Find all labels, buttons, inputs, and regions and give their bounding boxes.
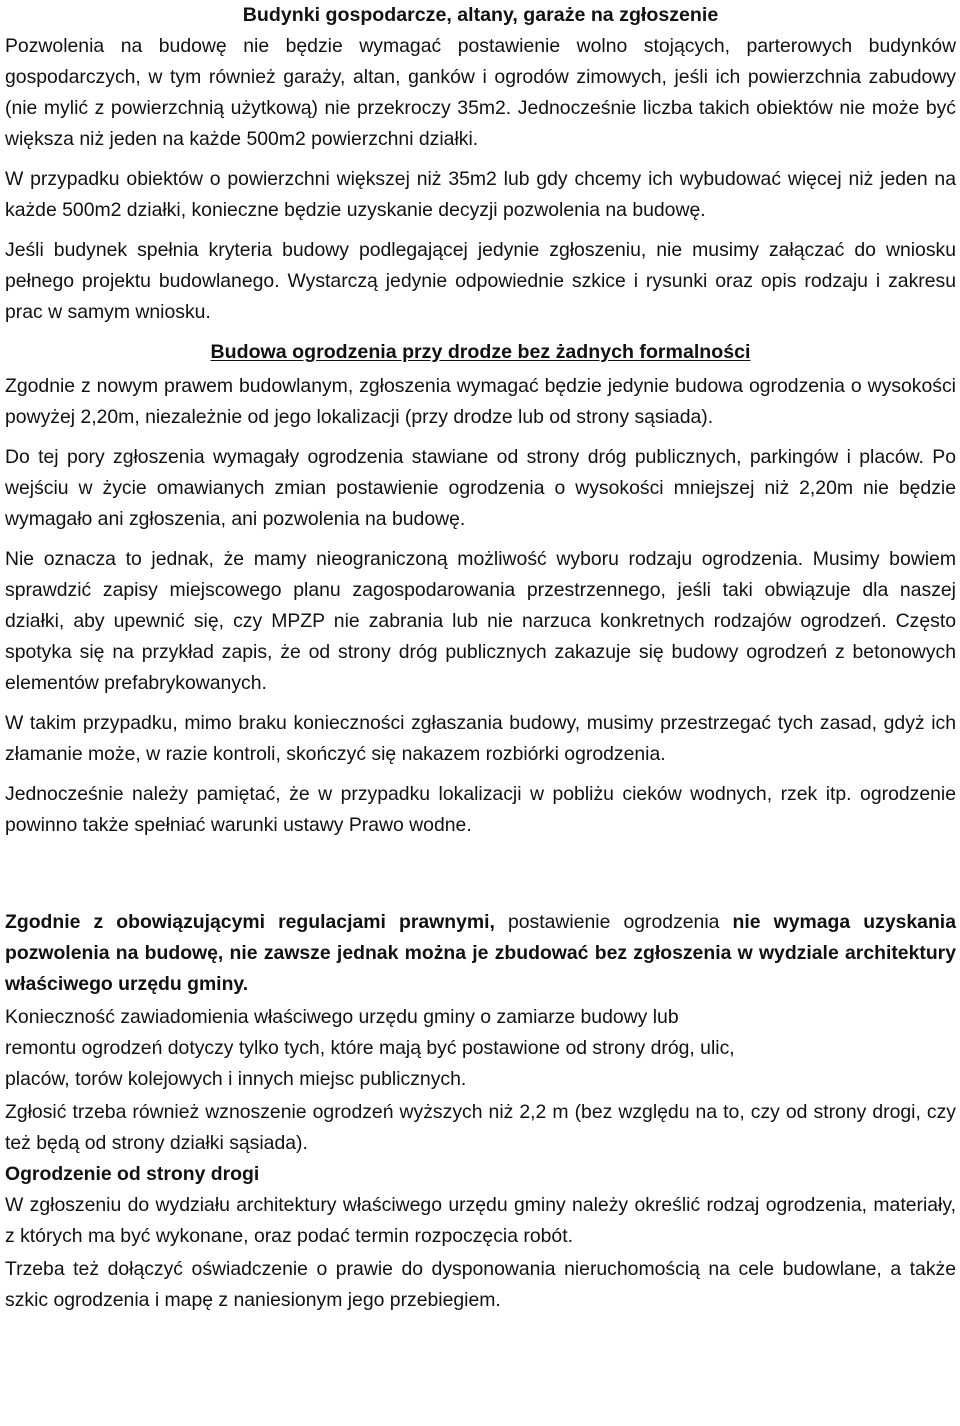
paragraph-fence-water: Jednocześnie należy pamiętać, że w przypadku lokalizacji w pobliżu cieków wodnych, rzek itp. ogrodzenie powinno także spełniać warunki ustawy Prawo wodne. (5, 783, 956, 836)
paragraph-notification (5, 1002, 956, 1095)
paragraph-outbuildings-larger: W przypadku obiektów o powierzchni większej niż 35m2 lub gdy chcemy ich wybudować więcej niż jeden na każde 500m2 działki, konieczne będzie uzyskanie decyzji pozwolenia na budowę. (5, 168, 956, 221)
paragraph-fence-rules: W takim przypadku, mimo braku konieczności zgłaszania budowy, musimy przestrzegać tych zasad, gdyż ich złamanie może, w razie kontroli, skończyć się nakazem rozbiórki ogrodzenia. (5, 712, 956, 765)
paragraph-fence-new-law: Zgodnie z nowym prawem budowlanym, zgłoszenia wymagać będzie jedynie budowa ogrodzenia o wysokości powyżej 2,20m, niezależnie od jego lokalizacji (przy drodze lub od strony sąsiada). (5, 375, 956, 428)
paragraph-road-fence-attachments: Trzeba też dołączyć oświadczenie o prawie do dysponowania nieruchomością na cele budowlane, a także szkic ogrodzenia i mapę z naniesionym jego przebiegiem. (5, 1258, 956, 1311)
paragraph-road-fence-notification: W zgłoszeniu do wydziału architektury właściwego urzędu gminy należy określić rodzaj ogrodzenia, materiały, z których ma być wykonane, oraz podać termin rozpoczęcia robót. (5, 1194, 956, 1247)
paragraph-fence-until-now: Do tej pory zgłoszenia wymagały ogrodzenia stawiane od strony dróg publicznych, parkingów i placów. Po wejściu w życie omawianych zmian postawienie ogrodzenia o wysokości mniejszej niż 2,20m nie będzie wymagało ani zgłoszenia, ani pozwolenia na budowę. (5, 446, 956, 530)
regulations-lead-normal: postawienie ogrodzenia (494, 911, 733, 933)
paragraph-fence-mpzp: Nie oznacza to jednak, że mamy nieograniczoną możliwość wyboru rodzaju ogrodzenia. Musimy bowiem sprawdzić zapisy miejscowego planu zagospodarowania przestrzennego, jeśli taki obwiązuje dla naszej działki, aby upewnić się, czy MPZP nie zabrania lub nie narzuca konkretnych rodzajów ogrodzeń. Często spotyka się na przykład zapis, że od strony dróg publicznych zakazuje się budowy ogrodzeń z betonowych elementów prefabrykowanych. (5, 548, 956, 694)
paragraph-outbuildings-documents: Jeśli budynek spełnia kryteria budowy podlegającej jedynie zgłoszeniu, nie musimy załączać do wniosku pełnego projektu budowlanego. Wystarczą jedynie odpowiednie szkice i rysunki oraz opis rodzaju i zakresu prac w samym wniosku. (5, 239, 956, 323)
notification-line-1: Konieczność zawiadomienia właściwego urzędu gminy o zamiarze budowy lub (5, 1006, 679, 1028)
subheading-road-fence: Ogrodzenie od strony drogi (5, 1163, 260, 1185)
regulations-lead-bold: Zgodnie z obowiązującymi regulacjami prawnymi, (5, 911, 495, 933)
section-heading-fence: Budowa ogrodzenia przy drodze bez żadnych formalności (210, 341, 751, 363)
paragraph-outbuildings-intro: Pozwolenia na budowę nie będzie wymagać postawienie wolno stojących, parterowych budynków gospodarczych, w tym również garaży, altan, ganków i ogrodów zimowych, jeśli ich powierzchnia zabudowy (nie mylić z powierzchnią użytkową) nie przekroczy 35m2. Jednocześnie liczba takich obiektów nie może być większa niż jeden na każde 500m2 powierzchni działki. (5, 35, 956, 150)
section-heading-outbuildings: Budynki gospodarcze, altany, garaże na zgłoszenie (242, 4, 719, 26)
paragraph-higher-fences: Zgłosić trzeba również wznoszenie ogrodzeń wyższych niż 2,2 m (bez względu na to, czy od strony drogi, czy też będą od strony działki sąsiada). (5, 1101, 956, 1154)
notification-line-3: placów, torów kolejowych i innych miejsc publicznych. (5, 1068, 467, 1090)
paragraph-regulations-lead (5, 907, 956, 1000)
regulations-lead-bold-2: nie wymaga uzyskania pozwolenia na budowę, nie zawsze jednak można je zbudować bez zgłoszenia w wydziale architektury właściwego urzędu gminy. (5, 911, 956, 995)
notification-line-2: remontu ogrodzeń dotyczy tylko tych, które mają być postawione od strony dróg, ulic, (5, 1037, 735, 1059)
